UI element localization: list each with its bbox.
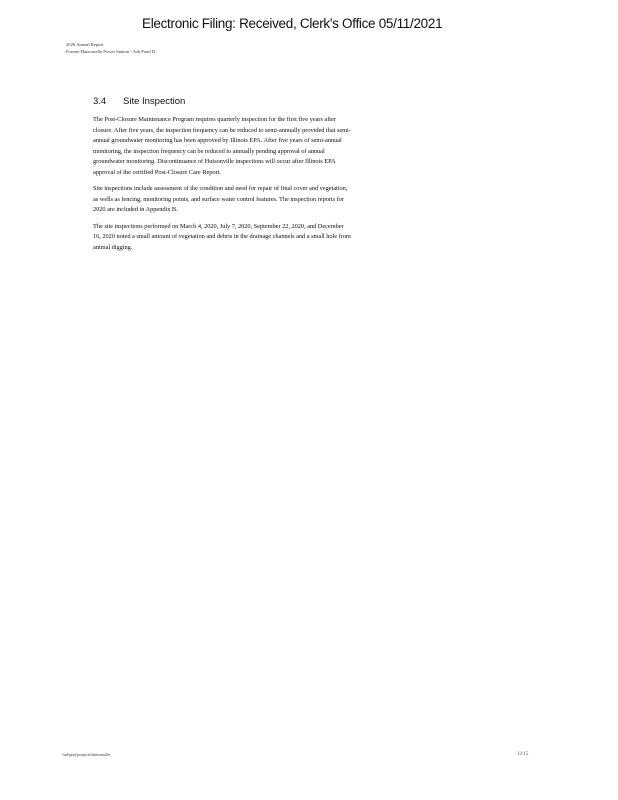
- report-header-line-2: Former Hutsonville Power Station - Ash Pond D: [66, 49, 156, 54]
- paragraph-inspection-scope: Site inspections include assessment of the condition and need for repair of final cover and vegetation, as wells as fencing, monitoring points, and surface water control features. The inspection reports for 2020 are included in Appendix B.: [93, 185, 348, 213]
- report-header-line-1: 2020 Annual Report: [66, 42, 104, 47]
- electronic-filing-stamp: Electronic Filing: Received, Clerk's Office 05/11/2021: [142, 16, 443, 31]
- section-number: 3.4: [93, 96, 107, 107]
- section-title: Site Inspection: [123, 96, 186, 107]
- paragraph-inspection-findings: The site inspections performed on March 4, 2020, July 7, 2020, September 22, 2020, and December 16, 2020 noted a small amount of vegetation and debris in the drainage channels and a small hole from animal digging.: [93, 222, 351, 251]
- footer-file-path: \\ad\proj\projects\hutsonville: [62, 752, 111, 757]
- site-inspection-section: [93, 96, 353, 259]
- report-header: [66, 41, 155, 55]
- paragraph-inspection-frequency: The Post-Closure Maintenance Program requires quarterly inspection for the first five years after closure. After five years, the inspection frequency can be reduced to semi-annually provided that semi-annual groundwater monitoring has been approved by Illinois EPA. After five years of semi-annual monitoring, the inspection frequency can be reduced to annually pending approval of annual groundwater monitoring. Discontinuance of Hutsonville inspections will occur after Illinois EPA approval of the certified Post-Closure Care Report.: [93, 116, 351, 176]
- page-number: 12/15: [517, 752, 529, 757]
- section-heading: [93, 96, 353, 107]
